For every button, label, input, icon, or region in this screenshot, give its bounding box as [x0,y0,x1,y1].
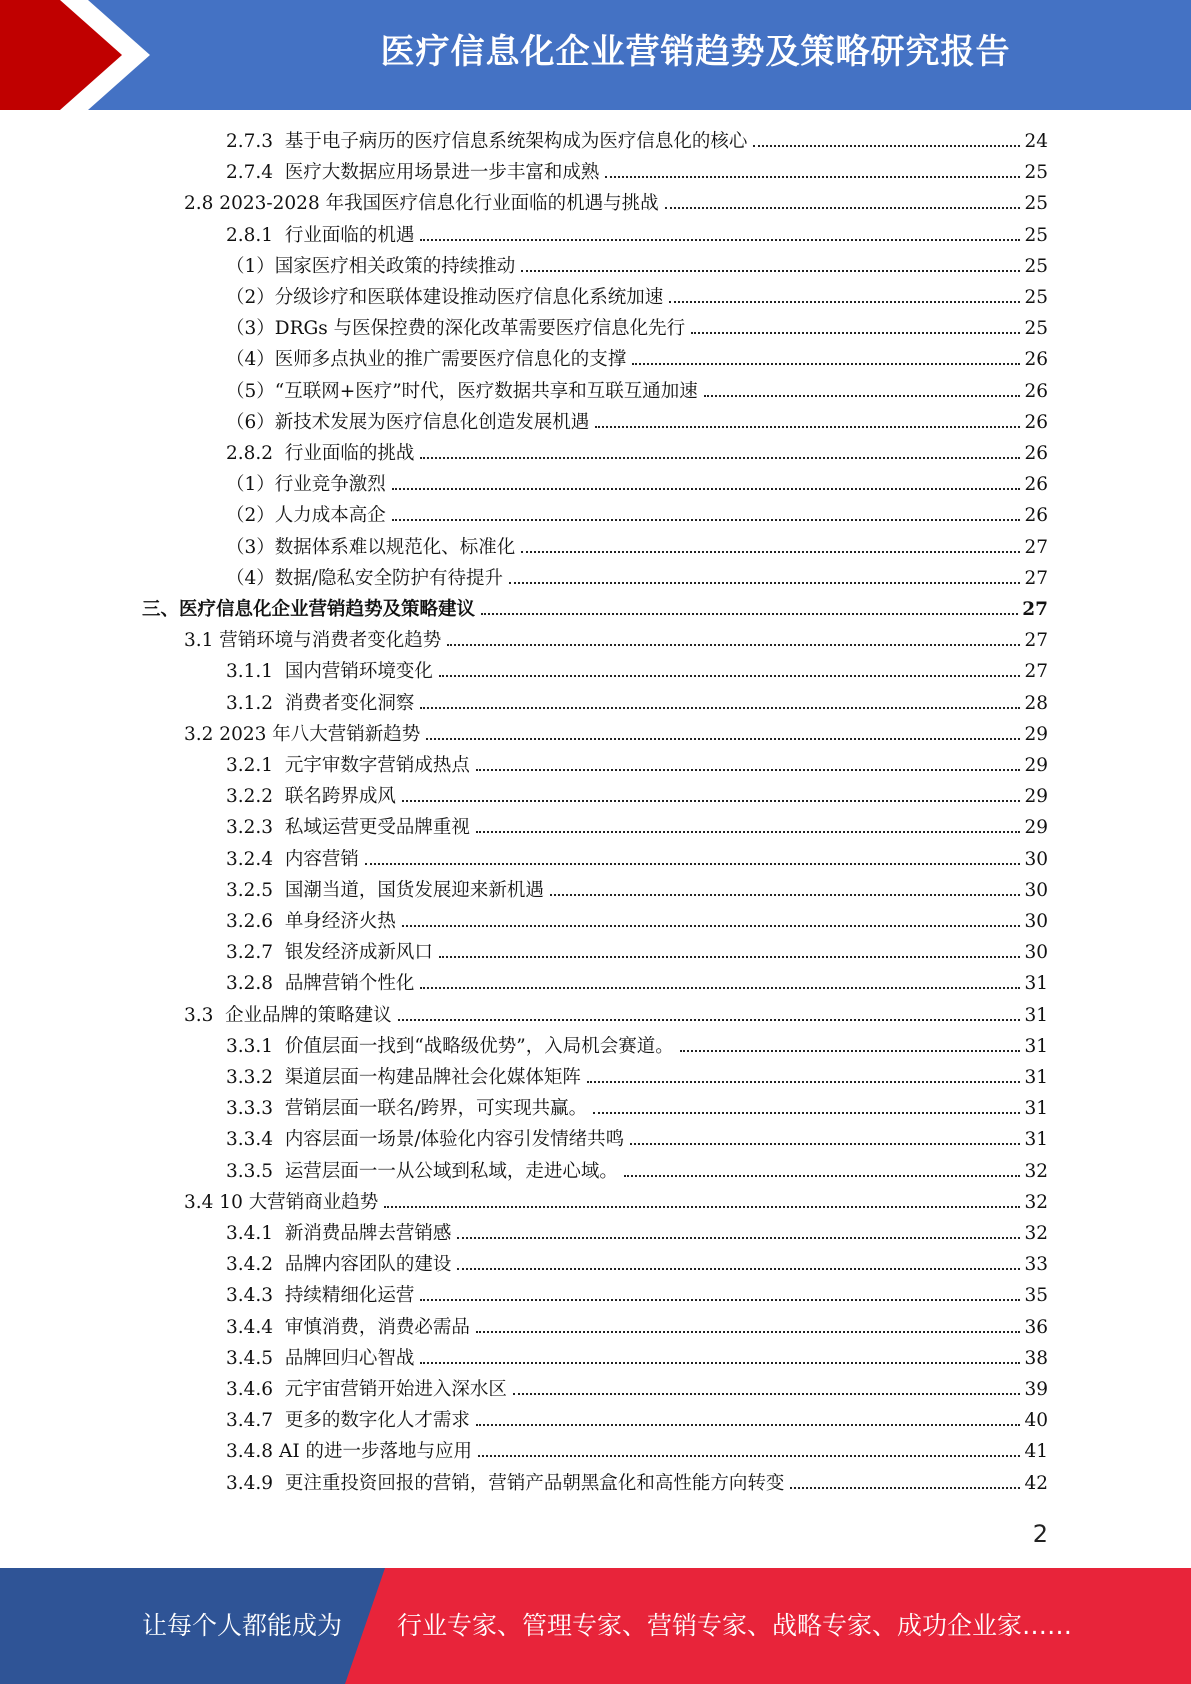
toc-dot-leader [704,395,1021,397]
toc-entry-label: 2.7.3 基于电子病历的医疗信息系统架构成为医疗信息化的核心 [226,131,748,152]
toc-entry-page: 26 [1024,411,1048,433]
toc-entry-page: 31 [1024,973,1048,995]
toc-entry[interactable] [226,345,1048,376]
toc-dot-leader [665,207,1021,209]
toc-entry-label: （1）国家医疗相关政策的持续推动 [226,255,516,277]
toc-entry-label: 3.3 企业品牌的策略建议 [184,1004,392,1026]
toc-entry-label: 3.4.6 元宇宙营销开始进入深水区 [226,1379,507,1400]
toc-dot-leader [392,519,1021,521]
toc-dot-leader [457,1237,1020,1239]
toc-dot-leader [420,239,1020,241]
toc-dot-leader [481,613,1018,615]
toc-entry-page: 39 [1024,1379,1048,1400]
toc-entry-label: 3.1.2 消费者变化洞察 [226,692,415,714]
toc-entry[interactable] [226,938,1048,969]
toc-entry-label: 3.2.1 元宇审数字营销成热点 [226,755,470,776]
toc-entry-label: 3.1 营销环境与消费者变化趋势 [184,630,442,652]
toc-entry[interactable] [226,127,1048,158]
toc-entry-page: 29 [1024,723,1048,745]
toc-entry-label: 2.8.2 行业面临的挑战 [226,443,415,464]
toc-entry-label: 2.8.1 行业面临的机遇 [226,224,415,246]
toc-entry-page: 26 [1024,443,1048,464]
toc-entry-page: 25 [1024,224,1048,246]
toc-entry[interactable] [226,377,1048,408]
page-number: 2 [1032,1520,1048,1548]
toc-entry[interactable] [226,158,1048,189]
toc-entry[interactable] [226,751,1048,782]
toc-entry[interactable] [226,1032,1048,1063]
footer-banner [0,1568,1191,1684]
toc-entry[interactable] [226,252,1048,283]
toc-entry[interactable] [226,501,1048,532]
toc-entry-label: 3.2 2023 年八大营销新趋势 [184,723,421,745]
toc-dot-leader [402,800,1021,802]
toc-entry[interactable] [184,189,1048,220]
report-header-banner [0,0,1191,110]
toc-entry-page: 32 [1024,1160,1048,1182]
toc-entry-label: （5）“互联网+医疗”时代，医疗数据共享和互联互通加速 [226,380,698,402]
toc-entry[interactable] [226,1313,1048,1344]
toc-dot-leader [669,301,1020,303]
toc-entry[interactable] [226,1250,1048,1281]
toc-entry-page: 27 [1024,661,1048,683]
toc-entry-page: 27 [1024,567,1048,589]
toc-entry[interactable] [226,813,1048,844]
toc-dot-leader [632,363,1020,365]
toc-dot-leader [509,582,1020,584]
toc-entry-page: 25 [1024,255,1048,277]
toc-entry-page: 30 [1024,911,1048,932]
footer-slogan-left: 让每个人都能成为 [142,1611,343,1640]
toc-entry[interactable] [226,969,1048,1000]
toc-entry-page: 42 [1024,1472,1048,1494]
toc-entry[interactable] [226,1125,1048,1156]
toc-entry-page: 31 [1024,1067,1048,1088]
toc-entry-page: 31 [1024,1035,1048,1057]
toc-entry-page: 30 [1024,942,1048,964]
toc-dot-leader [420,457,1020,459]
toc-entry[interactable] [226,1281,1048,1312]
toc-dot-leader [680,1050,1021,1052]
toc-dot-leader [476,1331,1021,1333]
toc-dot-leader [595,426,1020,428]
toc-entry[interactable] [184,720,1048,751]
toc-entry-page: 40 [1024,1410,1048,1432]
toc-dot-leader [753,145,1020,147]
toc-entry-label: 3.2.6 单身经济火热 [226,911,396,932]
toc-dot-leader [476,1424,1021,1426]
toc-entry-label: 3.3.5 运营层面一一从公域到私域，走进心域。 [226,1160,618,1182]
toc-entry[interactable] [226,408,1048,439]
toc-dot-leader [476,831,1021,833]
toc-entry-label: 3.4.3 持续精细化运营 [226,1285,415,1307]
toc-entry-page: 35 [1024,1285,1048,1307]
toc-entry-label: （3）DRGs 与医保控费的深化改革需要医疗信息化先行 [226,318,686,340]
toc-entry-page: 26 [1024,505,1048,527]
toc-entry-page: 27 [1022,599,1048,620]
toc-entry-page: 29 [1024,786,1048,808]
toc-entry-label: 3.4.1 新消费品牌去营销感 [226,1223,452,1244]
toc-dot-leader [587,1081,1021,1083]
toc-dot-leader [384,1206,1020,1208]
toc-entry-page: 31 [1024,1129,1048,1151]
toc-entry-page: 29 [1024,755,1048,776]
toc-dot-leader [521,551,1020,553]
toc-entry[interactable] [226,470,1048,501]
toc-entry-label: （6）新技术发展为医疗信息化创造发展机遇 [226,411,590,433]
toc-entry[interactable] [184,626,1048,657]
toc-entry-page: 27 [1024,630,1048,652]
toc-entry[interactable] [226,314,1048,345]
toc-entry[interactable] [226,689,1048,720]
toc-entry-page: 25 [1024,287,1048,308]
toc-entry-label: 3.4.2 品牌内容团队的建设 [226,1254,452,1276]
toc-entry-page: 25 [1024,162,1048,184]
toc-entry[interactable] [226,439,1048,470]
toc-dot-leader [478,1455,1020,1457]
toc-entry-label: 3.4.5 品牌回归心智战 [226,1347,415,1369]
toc-entry-page: 26 [1024,474,1048,496]
toc-entry-label: 3.4.4 审慎消费，消费必需品 [226,1316,470,1338]
toc-entry-page: 27 [1024,536,1048,558]
toc-dot-leader [420,1299,1020,1301]
footer-slogan-right: 行业专家、管理专家、营销专家、战略专家、成功企业家…… [397,1611,1073,1640]
toc-dot-leader [630,1143,1020,1145]
toc-entry-label: （3）数据体系难以规范化、标准化 [226,536,516,558]
toc-entry[interactable] [226,1469,1048,1500]
toc-entry-page: 38 [1024,1347,1048,1369]
toc-entry-page: 31 [1024,1098,1048,1120]
toc-entry[interactable] [226,283,1048,314]
toc-entry[interactable] [226,564,1048,595]
toc-entry[interactable] [226,1063,1048,1094]
toc-dot-leader [513,1393,1021,1395]
toc-entry-page: 30 [1024,848,1048,870]
toc-entry[interactable] [226,1157,1048,1188]
red-chevron-icon [0,0,160,110]
toc-entry[interactable] [226,782,1048,813]
toc-dot-leader [691,332,1020,334]
toc-entry[interactable] [184,1001,1048,1032]
toc-entry-label: 3.2.2 联名跨界成风 [226,786,396,808]
toc-dot-leader [439,956,1021,958]
toc-entry-label: （2）人力成本高企 [226,505,386,527]
toc-entry-label: 3.3.1 价值层面一找到“战略级优势”，入局机会赛道。 [226,1035,674,1057]
toc-dot-leader [790,1487,1020,1489]
toc-entry-label: 3.2.4 内容营销 [226,848,359,870]
toc-dot-leader [605,176,1020,178]
toc-entry-label: （4）医师多点执业的推广需要医疗信息化的支撑 [226,349,627,371]
toc-entry[interactable] [226,533,1048,564]
toc-dot-leader [426,738,1020,740]
toc-dot-leader [420,707,1020,709]
toc-dot-leader [447,644,1020,646]
toc-entry[interactable] [226,845,1048,876]
toc-entry-page: 28 [1024,692,1048,714]
toc-entry-label: 2.8 2023-2028 年我国医疗信息化行业面临的机遇与挑战 [184,193,659,215]
toc-entry-page: 24 [1024,131,1048,152]
toc-entry-page: 26 [1024,380,1048,402]
toc-dot-leader [439,675,1021,677]
toc-entry-label: 3.4.8 AI 的进一步落地与应用 [226,1441,473,1463]
toc-entry[interactable] [226,1219,1048,1250]
toc-dot-leader [420,987,1020,989]
toc-entry[interactable] [226,876,1048,907]
toc-entry[interactable] [184,1188,1048,1219]
toc-dot-leader [593,1112,1020,1114]
toc-entry[interactable] [226,657,1048,688]
toc-entry-label: 3.4.7 更多的数字化人才需求 [226,1410,470,1432]
toc-entry-page: 25 [1024,318,1048,340]
toc-dot-leader [624,1175,1021,1177]
toc-entry-label: 3.4 10 大营销商业趋势 [184,1191,379,1213]
toc-entry-page: 25 [1024,193,1048,215]
toc-entry-label: 三、医疗信息化企业营销趋势及策略建议 [142,599,476,620]
toc-entry-page: 33 [1024,1254,1048,1276]
toc-entry-label: 3.2.7 银发经济成新风口 [226,942,433,964]
toc-entry-label: 2.7.4 医疗大数据应用场景进一步丰富和成熟 [226,162,600,184]
toc-dot-leader [402,925,1021,927]
toc-entry-page: 32 [1024,1223,1048,1244]
toc-dot-leader [521,270,1020,272]
toc-entry[interactable] [226,221,1048,252]
toc-entry[interactable] [142,595,1048,626]
toc-dot-leader [457,1268,1020,1270]
toc-entry[interactable] [226,1437,1048,1468]
toc-entry-label: 3.3.4 内容层面一场景/体验化内容引发情绪共鸣 [226,1129,625,1151]
toc-entry-label: （1）行业竞争激烈 [226,474,386,496]
toc-entry-page: 41 [1024,1441,1048,1463]
toc-entry[interactable] [226,1344,1048,1375]
toc-dot-leader [420,1362,1020,1364]
toc-entry[interactable] [226,907,1048,938]
toc-dot-leader [398,1019,1021,1021]
toc-dot-leader [550,894,1021,896]
toc-entry-page: 30 [1024,879,1048,901]
report-title: 医疗信息化企业营销趋势及策略研究报告 [380,32,1011,72]
toc-entry-page: 32 [1024,1191,1048,1213]
toc-entry-label: 3.1.1 国内营销环境变化 [226,661,433,683]
toc-entry[interactable] [226,1375,1048,1406]
toc-entry-label: 3.2.3 私域运营更受品牌重视 [226,817,470,839]
toc-dot-leader [476,769,1021,771]
toc-dot-leader [365,863,1021,865]
toc-entry-page: 36 [1024,1316,1048,1338]
toc-entry-label: （2）分级诊疗和医联体建设推动医疗信息化系统加速 [226,287,664,308]
toc-entry[interactable] [226,1094,1048,1125]
toc-entry-page: 31 [1024,1004,1048,1026]
toc-entry-page: 26 [1024,349,1048,371]
toc-entry-label: 3.2.8 品牌营销个性化 [226,973,415,995]
toc-entry[interactable] [226,1406,1048,1437]
toc-entry-label: （4）数据/隐私安全防护有待提升 [226,567,504,589]
toc-entry-label: 3.3.2 渠道层面一构建品牌社会化媒体矩阵 [226,1067,581,1088]
toc-entry-label: 3.3.3 营销层面一联名/跨界，可实现共赢。 [226,1098,588,1120]
toc-entry-label: 3.2.5 国潮当道，国货发展迎来新机遇 [226,879,544,901]
toc-entry-label: 3.4.9 更注重投资回报的营销，营销产品朝黑盒化和高性能方向转变 [226,1472,785,1494]
toc-entry-page: 29 [1024,817,1048,839]
toc-dot-leader [392,488,1021,490]
